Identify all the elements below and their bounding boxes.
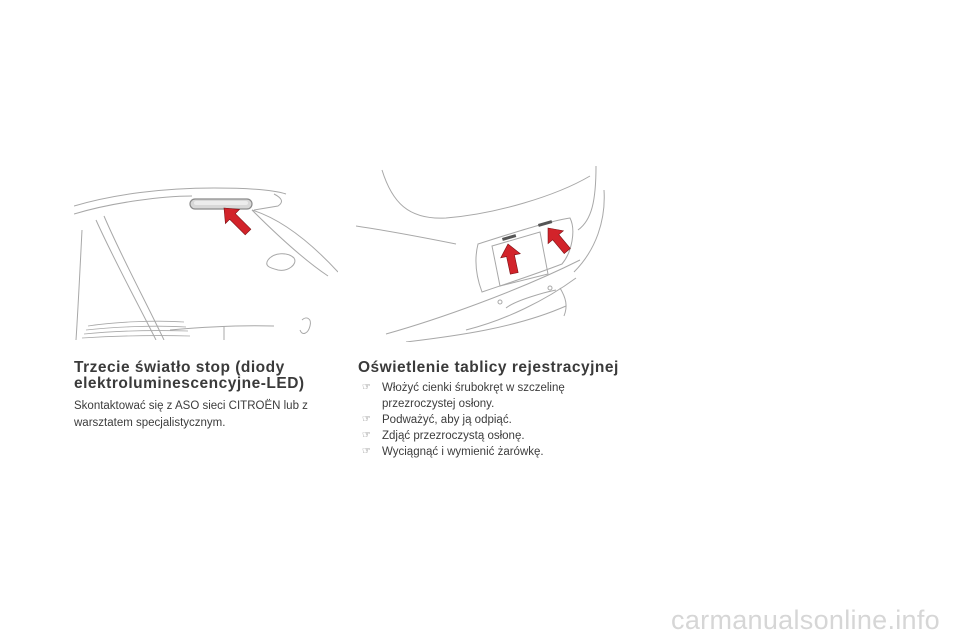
step-text: Wyciągnąć i wymienić żarówkę. (382, 446, 544, 458)
step-text: Włożyć cienki śrubokręt w szczelinę przezroczystej osłony. (382, 382, 565, 410)
plate-light-illustration (356, 160, 610, 342)
step-item (362, 412, 622, 428)
watermark: carmanualsonline.info (671, 605, 940, 635)
hand-pointer-icon: ☞ (362, 446, 371, 457)
hand-pointer-icon: ☞ (362, 414, 371, 425)
plate-light-steps (362, 380, 622, 460)
brake-light-text: Skontaktować się z ASO sieci CITROËN lub z warsztatem specjalistycznym. (74, 400, 308, 429)
pointer-arrow-icon (540, 222, 575, 258)
step-text: Zdjąć przezroczystą osłonę. (382, 430, 525, 442)
plate-light-heading: Oświetlenie tablicy rejestracyjnej (358, 359, 619, 376)
step-item (362, 428, 622, 444)
step-text: Podważyć, aby ją odpiąć. (382, 414, 512, 426)
hand-pointer-icon: ☞ (362, 430, 371, 441)
step-item (362, 444, 622, 460)
step-item (362, 380, 622, 412)
brake-light-illustration (74, 180, 338, 340)
hand-pointer-icon: ☞ (362, 382, 371, 393)
brake-light-heading: Trzecie światło stop (diody elektroluminescencyjne-LED) (74, 359, 305, 392)
pointer-arrow-icon (498, 242, 524, 276)
